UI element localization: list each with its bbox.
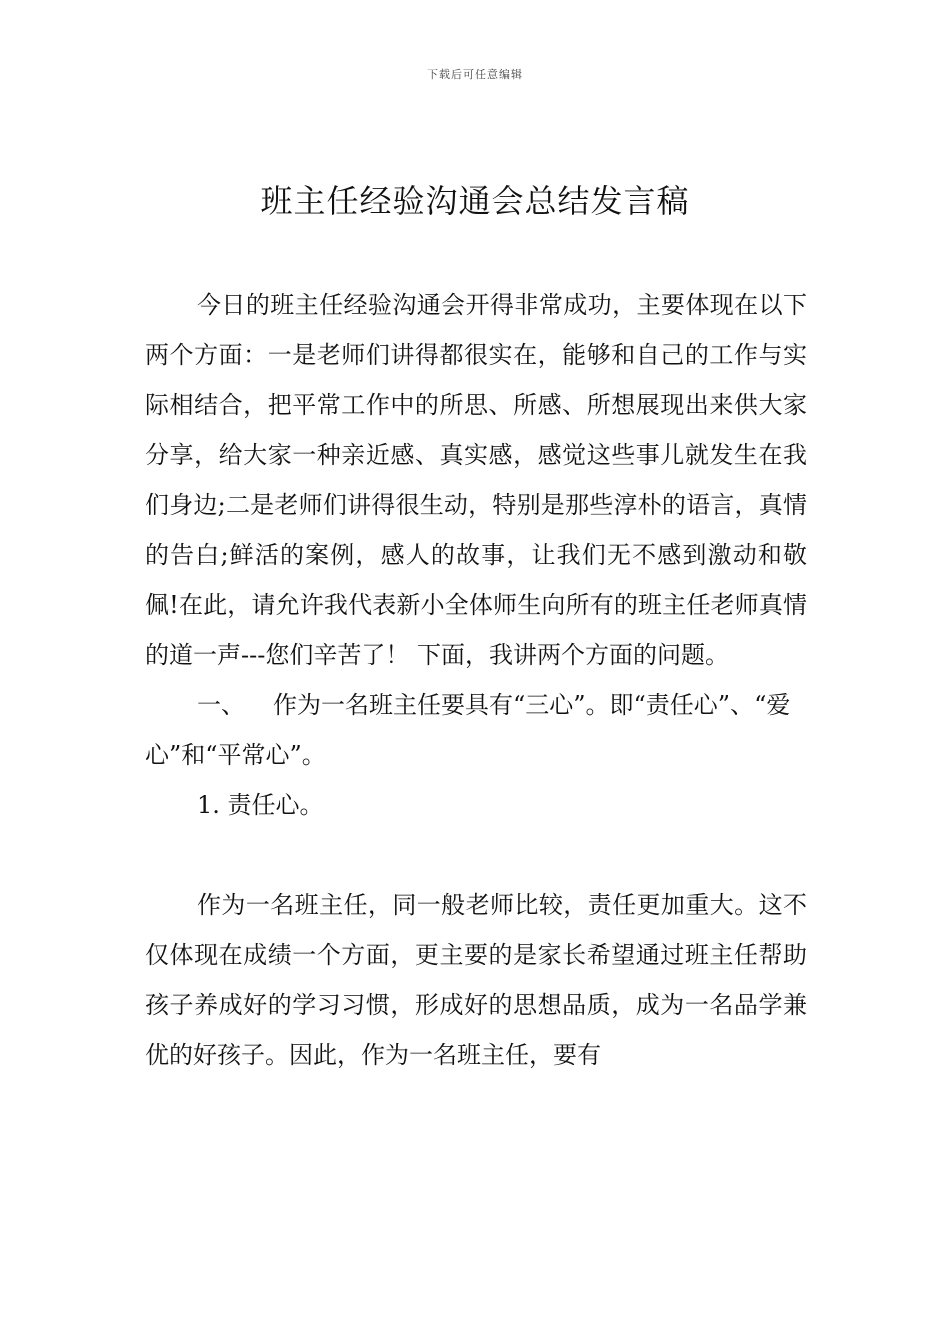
subsection-heading-responsibility: 1. 责任心。 xyxy=(197,791,324,819)
document-title: 班主任经验沟通会总结发言稿 xyxy=(260,182,690,220)
header-note: 下载后可任意编辑 xyxy=(427,68,523,81)
section-heading-text: 作为一名班主任要具有“三心”。即“责任心”、“爱心”和“平常心”。 xyxy=(145,691,791,769)
paragraph-responsibility: 作为一名班主任，同一般老师比较，责任更加重大。这不仅体现在成绩一个方面，更主要的是家长希望通过班主任帮助孩子养成好的学习习惯，形成好的思想品质，成为一名品学兼优的好孩子。因此，作为一名班主任，要有 xyxy=(145,891,807,1069)
section-number: 一、 xyxy=(197,691,245,719)
section-heading-1 xyxy=(145,680,807,780)
paragraph-intro: 今日的班主任经验沟通会开得非常成功，主要体现在以下两个方面：一是老师们讲得都很实在，能够和自己的工作与实际相结合，把平常工作中的所思、所感、所想展现出来供大家分享，给大家一种亲近感、真实感，感觉这些事儿就发生在我们身边;二是老师们讲得很生动，特别是那些淳朴的语言，真情的告白;鲜活的案例，感人的故事，让我们无不感到激动和敬佩!在此，请允许我代表新小全体师生向所有的班主任老师真情的道一声---您们辛苦了！ 下面，我讲两个方面的问题。 xyxy=(145,291,807,669)
document-body xyxy=(145,280,807,1080)
